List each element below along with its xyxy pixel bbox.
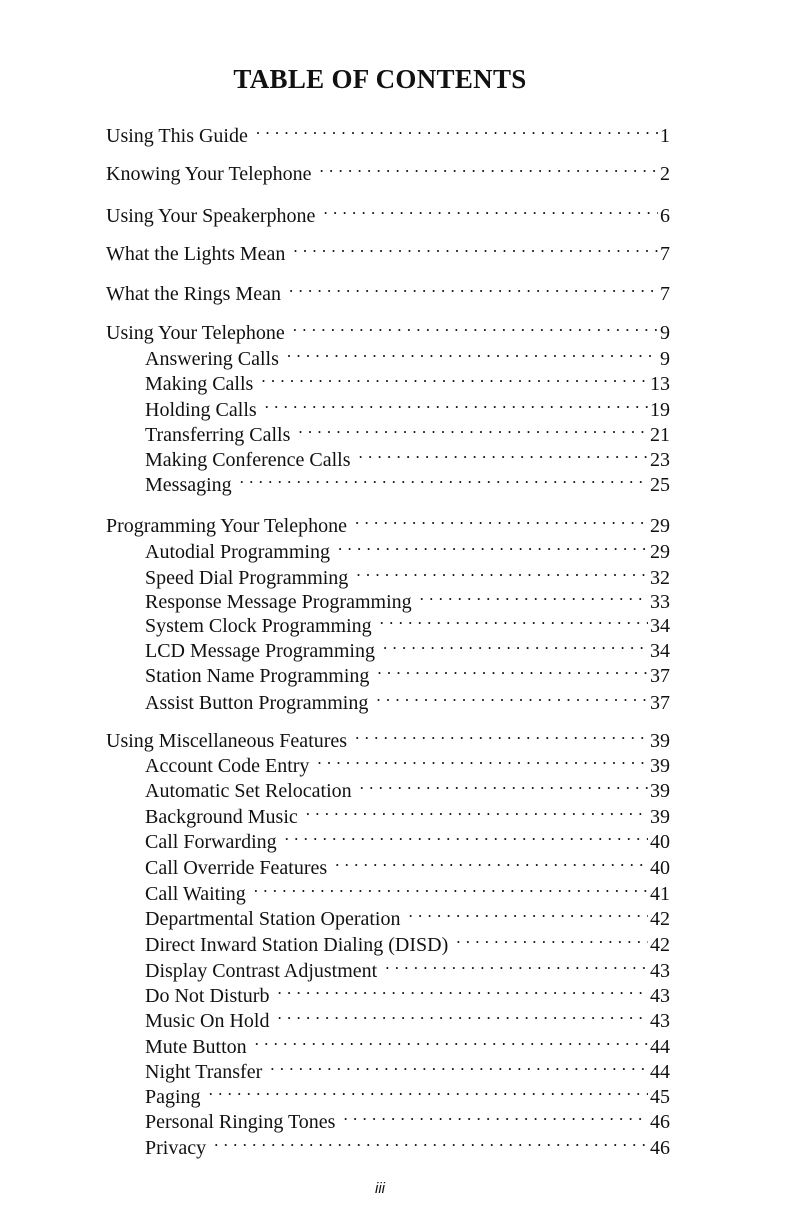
toc-entry-page-number: 40 [650,857,670,879]
toc-entry-page-number: 44 [650,1036,670,1058]
dot-leader [306,797,648,823]
dot-leader [376,683,648,709]
toc-entry-page-number: 39 [650,806,670,828]
dot-leader [323,196,658,222]
toc-subentry[interactable] [145,465,670,498]
dot-leader [319,154,658,180]
dot-leader [289,274,658,300]
dot-leader [355,506,648,532]
dot-leader [335,848,648,874]
toc-entry-page-number: 23 [650,449,670,471]
page-number-folio: iii [375,1180,385,1197]
dot-leader [456,925,648,951]
toc-entry-label: LCD Message Programming [145,640,375,662]
toc-entry-page-number: 37 [650,692,670,714]
toc-entry-page-number: 34 [650,640,670,662]
dot-leader [380,606,648,632]
toc-entry-label: Direct Inward Station Dialing (DISD) [145,934,449,956]
dot-leader [293,313,658,339]
toc-entry-label: Display Contrast Adjustment [145,960,378,982]
toc-entry-label: Departmental Station Operation [145,908,401,930]
dot-leader [277,1001,648,1027]
toc-entry-label: Making Conference Calls [145,449,351,471]
dot-leader [317,746,648,772]
toc-entry-page-number: 2 [660,163,670,185]
toc-entry-label: What the Rings Mean [106,283,281,305]
toc-subentry[interactable] [145,683,670,716]
toc-entry-label: Call Forwarding [145,831,277,853]
dot-leader [383,631,648,657]
toc-entry-page-number: 37 [650,665,670,687]
dot-leader [265,390,648,416]
dot-leader [256,116,658,142]
toc-entry-page-number: 40 [650,831,670,853]
toc-entry-label: Response Message Programming [145,591,412,613]
dot-leader [408,899,648,925]
dot-leader [360,771,648,797]
toc-entry-label: Messaging [145,474,232,496]
dot-leader [254,874,648,900]
toc-entry-page-number: 29 [650,541,670,563]
toc-entry-page-number: 46 [650,1137,670,1159]
toc-entry-label: Programming Your Telephone [106,515,347,537]
toc-entry-page-number: 21 [650,424,670,446]
toc-entry[interactable] [106,274,670,307]
toc-entry-page-number: 42 [650,908,670,930]
toc-entry-label: Privacy [145,1137,207,1159]
dot-leader [343,1102,648,1128]
toc-entry[interactable] [106,154,670,187]
toc-entry-label: Mute Button [145,1036,247,1058]
dot-leader [420,582,648,608]
toc-entry-label: Automatic Set Relocation [145,780,352,802]
toc-entry-page-number: 9 [660,322,670,344]
toc-entry-label: System Clock Programming [145,615,372,637]
toc-entry-label: Music On Hold [145,1010,270,1032]
toc-entry-page-number: 6 [660,205,670,227]
dot-leader [270,1052,648,1078]
toc-entry-page-number: 41 [650,883,670,905]
dot-leader [385,951,648,977]
toc-entry-label: Call Override Features [145,857,328,879]
toc-entry[interactable] [106,196,670,229]
toc-entry-page-number: 13 [650,373,670,395]
toc-entry-label: Account Code Entry [145,755,310,777]
toc-entry-label: Paging [145,1086,201,1108]
toc-entry-label: Assist Button Programming [145,692,369,714]
toc-entry-label: Using Your Speakerphone [106,205,316,227]
toc-entry-label: Using Your Telephone [106,322,285,344]
toc-entry-label: Transferring Calls [145,424,291,446]
toc-entry-label: Autodial Programming [145,541,330,563]
toc-entry-page-number: 29 [650,515,670,537]
toc-entry-page-number: 7 [660,283,670,305]
toc-entry-label: Answering Calls [145,348,279,370]
toc-subentry[interactable] [145,1128,670,1161]
toc-entry-label: Making Calls [145,373,254,395]
dot-leader [209,1077,648,1103]
dot-leader [261,364,648,390]
toc-entry-page-number: 45 [650,1086,670,1108]
toc-entry-label: Background Music [145,806,298,828]
toc-entry-page-number: 39 [650,730,670,752]
toc-entry-page-number: 43 [650,1010,670,1032]
toc-entry-label: Using This Guide [106,125,248,147]
dot-leader [298,415,648,441]
page-title: TABLE OF CONTENTS [233,64,527,94]
dot-leader [287,339,658,365]
toc-entry-page-number: 32 [650,567,670,589]
toc-entry-page-number: 43 [650,960,670,982]
toc-entry-page-number: 25 [650,474,670,496]
toc-entry-page-number: 39 [650,780,670,802]
dot-leader [277,976,648,1002]
toc-entry-page-number: 44 [650,1061,670,1083]
toc-entry-label: Call Waiting [145,883,246,905]
toc-entry-label: Knowing Your Telephone [106,163,312,185]
toc-entry-page-number: 33 [650,591,670,613]
toc-entry-label: Station Name Programming [145,665,370,687]
toc-entry[interactable] [106,116,670,149]
toc-entry-page-number: 42 [650,934,670,956]
toc-entry-label: What the Lights Mean [106,243,286,265]
dot-leader [377,656,648,682]
dot-leader [214,1128,648,1154]
toc-entry-label: Personal Ringing Tones [145,1111,336,1133]
toc-entry-page-number: 9 [660,348,670,370]
toc-entry-page-number: 34 [650,615,670,637]
toc-entry-label: Using Miscellaneous Features [106,730,348,752]
dot-leader [285,822,648,848]
toc-entry-page-number: 7 [660,243,670,265]
dot-leader [240,465,648,491]
toc-entry-page-number: 19 [650,399,670,421]
dot-leader [356,558,648,584]
dot-leader [359,440,649,466]
toc-entry-label: Night Transfer [145,1061,263,1083]
dot-leader [255,1027,648,1053]
toc-entry-page-number: 43 [650,985,670,1007]
toc-entry-label: Holding Calls [145,399,257,421]
dot-leader [355,721,648,747]
dot-leader [338,532,648,558]
toc-entry-label: Speed Dial Programming [145,567,349,589]
dot-leader [293,234,658,260]
toc-entry-page-number: 39 [650,755,670,777]
toc-entry-page-number: 46 [650,1111,670,1133]
toc-entry[interactable] [106,234,670,267]
toc-entry-page-number: 1 [660,125,670,147]
toc-entry-label: Do Not Disturb [145,985,270,1007]
